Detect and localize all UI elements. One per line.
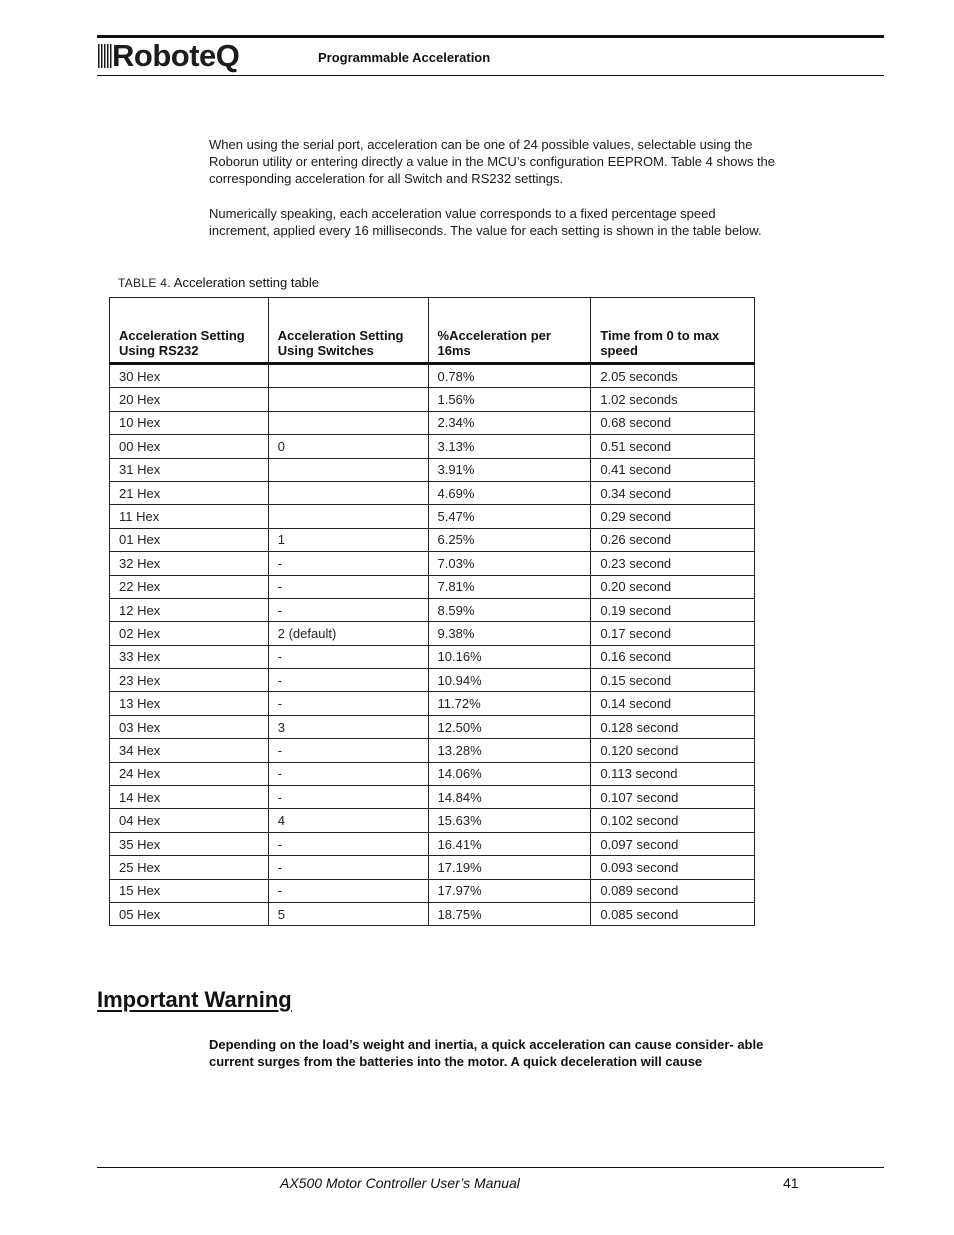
cell-switches: 2 (default): [268, 622, 428, 645]
cell-switches: -: [268, 645, 428, 668]
cell-acceleration-percent: 8.59%: [428, 598, 591, 621]
cell-rs232: 01 Hex: [110, 528, 269, 551]
cell-acceleration-percent: 13.28%: [428, 739, 591, 762]
cell-time-to-max: 0.20 second: [591, 575, 755, 598]
table-row: [110, 364, 755, 388]
paragraph-serial-port: When using the serial port, acceleration can be one of 24 possible values, selectable using the Roborun utility or entering directly a value in the MCU’s configuration EEPROM. Table 4 shows the corresponding acceleration for all Switch and RS232 settings.: [209, 137, 776, 186]
cell-rs232: 23 Hex: [110, 669, 269, 692]
cell-rs232: 03 Hex: [110, 715, 269, 738]
logo-text: RoboteQ: [112, 38, 240, 73]
cell-time-to-max: 0.113 second: [591, 762, 755, 785]
cell-rs232: 24 Hex: [110, 762, 269, 785]
roboteq-logo: [98, 38, 273, 74]
cell-rs232: 33 Hex: [110, 645, 269, 668]
cell-time-to-max: 0.68 second: [591, 411, 755, 434]
header-acceleration-percent: %Acceleration per 16ms: [428, 298, 591, 364]
cell-acceleration-percent: 3.13%: [428, 435, 591, 458]
paragraph-numerically: Numerically speaking, each acceleration value corresponds to a fixed percentage speed increment, applied every 16 milliseconds. The value for each setting is shown in the table below.: [209, 206, 762, 238]
cell-switches: [268, 388, 428, 411]
cell-acceleration-percent: 3.91%: [428, 458, 591, 481]
table-row: [110, 762, 755, 785]
cell-switches: -: [268, 739, 428, 762]
cell-acceleration-percent: 16.41%: [428, 832, 591, 855]
cell-time-to-max: 0.26 second: [591, 528, 755, 551]
cell-switches: [268, 411, 428, 434]
cell-switches: -: [268, 598, 428, 621]
cell-switches: 4: [268, 809, 428, 832]
cell-acceleration-percent: 9.38%: [428, 622, 591, 645]
table-row: [110, 598, 755, 621]
cell-rs232: 21 Hex: [110, 481, 269, 504]
header-switches: Acceleration Setting Using Switches: [268, 298, 428, 364]
cell-switches: [268, 481, 428, 504]
table-row: [110, 856, 755, 879]
table-row: [110, 809, 755, 832]
table-row: [110, 879, 755, 902]
table-row: [110, 528, 755, 551]
cell-time-to-max: 0.29 second: [591, 505, 755, 528]
cell-time-to-max: 0.19 second: [591, 598, 755, 621]
table-row: [110, 411, 755, 434]
table-row: [110, 435, 755, 458]
cell-acceleration-percent: 14.06%: [428, 762, 591, 785]
cell-switches: [268, 458, 428, 481]
cell-switches: [268, 364, 428, 388]
table-row: [110, 505, 755, 528]
cell-acceleration-percent: 1.56%: [428, 388, 591, 411]
cell-time-to-max: 0.089 second: [591, 879, 755, 902]
cell-rs232: 05 Hex: [110, 902, 269, 925]
cell-switches: [268, 505, 428, 528]
cell-acceleration-percent: 7.03%: [428, 552, 591, 575]
cell-switches: -: [268, 692, 428, 715]
cell-time-to-max: 0.51 second: [591, 435, 755, 458]
cell-rs232: 02 Hex: [110, 622, 269, 645]
table-row: [110, 458, 755, 481]
cell-switches: 1: [268, 528, 428, 551]
cell-acceleration-percent: 17.19%: [428, 856, 591, 879]
table-row: [110, 645, 755, 668]
cell-acceleration-percent: 12.50%: [428, 715, 591, 738]
cell-rs232: 31 Hex: [110, 458, 269, 481]
footer-rule: [97, 1167, 884, 1168]
cell-acceleration-percent: 5.47%: [428, 505, 591, 528]
table-row: [110, 739, 755, 762]
table-caption-title: Acceleration setting table: [173, 275, 320, 290]
cell-time-to-max: 0.093 second: [591, 856, 755, 879]
warning-heading: Important Warning: [97, 987, 292, 1012]
cell-switches: -: [268, 856, 428, 879]
cell-rs232: 10 Hex: [110, 411, 269, 434]
table-row: [110, 902, 755, 925]
table-row: [110, 669, 755, 692]
cell-acceleration-percent: 14.84%: [428, 786, 591, 809]
cell-switches: -: [268, 879, 428, 902]
cell-acceleration-percent: 18.75%: [428, 902, 591, 925]
table-row: [110, 692, 755, 715]
header-time-to-max: Time from 0 to max speed: [591, 298, 755, 364]
cell-rs232: 25 Hex: [110, 856, 269, 879]
cell-switches: 5: [268, 902, 428, 925]
cell-acceleration-percent: 2.34%: [428, 411, 591, 434]
cell-switches: 0: [268, 435, 428, 458]
table-row: [110, 575, 755, 598]
table-row: [110, 622, 755, 645]
cell-switches: -: [268, 762, 428, 785]
logo-bars-icon: [98, 44, 112, 68]
cell-time-to-max: 2.05 seconds: [591, 364, 755, 388]
footer-page-number: 41: [783, 1175, 799, 1191]
table-row: [110, 832, 755, 855]
cell-acceleration-percent: 10.94%: [428, 669, 591, 692]
cell-rs232: 15 Hex: [110, 879, 269, 902]
table-row: [110, 715, 755, 738]
cell-acceleration-percent: 0.78%: [428, 364, 591, 388]
cell-switches: -: [268, 552, 428, 575]
warning-text: Depending on the load’s weight and inertia, a quick acceleration can cause consider- able current surges from the batteries into the motor. A quick deceleration will cause: [209, 1037, 764, 1069]
cell-acceleration-percent: 17.97%: [428, 879, 591, 902]
header-rs232: Acceleration Setting Using RS232: [110, 298, 269, 364]
cell-time-to-max: 0.15 second: [591, 669, 755, 692]
cell-switches: 3: [268, 715, 428, 738]
cell-time-to-max: 0.120 second: [591, 739, 755, 762]
cell-acceleration-percent: 7.81%: [428, 575, 591, 598]
cell-rs232: 22 Hex: [110, 575, 269, 598]
cell-rs232: 20 Hex: [110, 388, 269, 411]
cell-rs232: 32 Hex: [110, 552, 269, 575]
cell-acceleration-percent: 15.63%: [428, 809, 591, 832]
acceleration-setting-table: [109, 297, 755, 926]
cell-time-to-max: 0.16 second: [591, 645, 755, 668]
cell-rs232: 35 Hex: [110, 832, 269, 855]
cell-acceleration-percent: 4.69%: [428, 481, 591, 504]
cell-time-to-max: 0.107 second: [591, 786, 755, 809]
table-row: [110, 481, 755, 504]
cell-rs232: 12 Hex: [110, 598, 269, 621]
cell-time-to-max: 0.17 second: [591, 622, 755, 645]
section-title: Programmable Acceleration: [318, 50, 491, 65]
cell-time-to-max: 0.41 second: [591, 458, 755, 481]
cell-switches: -: [268, 832, 428, 855]
cell-acceleration-percent: 6.25%: [428, 528, 591, 551]
header-rule: [97, 75, 884, 76]
table-caption: [118, 275, 319, 290]
table-body: [110, 364, 755, 926]
cell-switches: -: [268, 786, 428, 809]
table-caption-label: TABLE 4.: [118, 276, 171, 290]
cell-rs232: 13 Hex: [110, 692, 269, 715]
table-row: [110, 552, 755, 575]
cell-time-to-max: 0.102 second: [591, 809, 755, 832]
cell-rs232: 04 Hex: [110, 809, 269, 832]
cell-time-to-max: 0.23 second: [591, 552, 755, 575]
cell-switches: -: [268, 669, 428, 692]
table-row: [110, 388, 755, 411]
cell-rs232: 11 Hex: [110, 505, 269, 528]
cell-rs232: 34 Hex: [110, 739, 269, 762]
footer-manual-title: AX500 Motor Controller User’s Manual: [280, 1175, 520, 1191]
cell-rs232: 00 Hex: [110, 435, 269, 458]
cell-time-to-max: 0.085 second: [591, 902, 755, 925]
cell-time-to-max: 1.02 seconds: [591, 388, 755, 411]
cell-time-to-max: 0.14 second: [591, 692, 755, 715]
cell-rs232: 30 Hex: [110, 364, 269, 388]
cell-rs232: 14 Hex: [110, 786, 269, 809]
cell-time-to-max: 0.128 second: [591, 715, 755, 738]
table-row: [110, 786, 755, 809]
cell-switches: -: [268, 575, 428, 598]
table-header-row: [110, 298, 755, 364]
cell-acceleration-percent: 11.72%: [428, 692, 591, 715]
cell-time-to-max: 0.34 second: [591, 481, 755, 504]
cell-acceleration-percent: 10.16%: [428, 645, 591, 668]
cell-time-to-max: 0.097 second: [591, 832, 755, 855]
